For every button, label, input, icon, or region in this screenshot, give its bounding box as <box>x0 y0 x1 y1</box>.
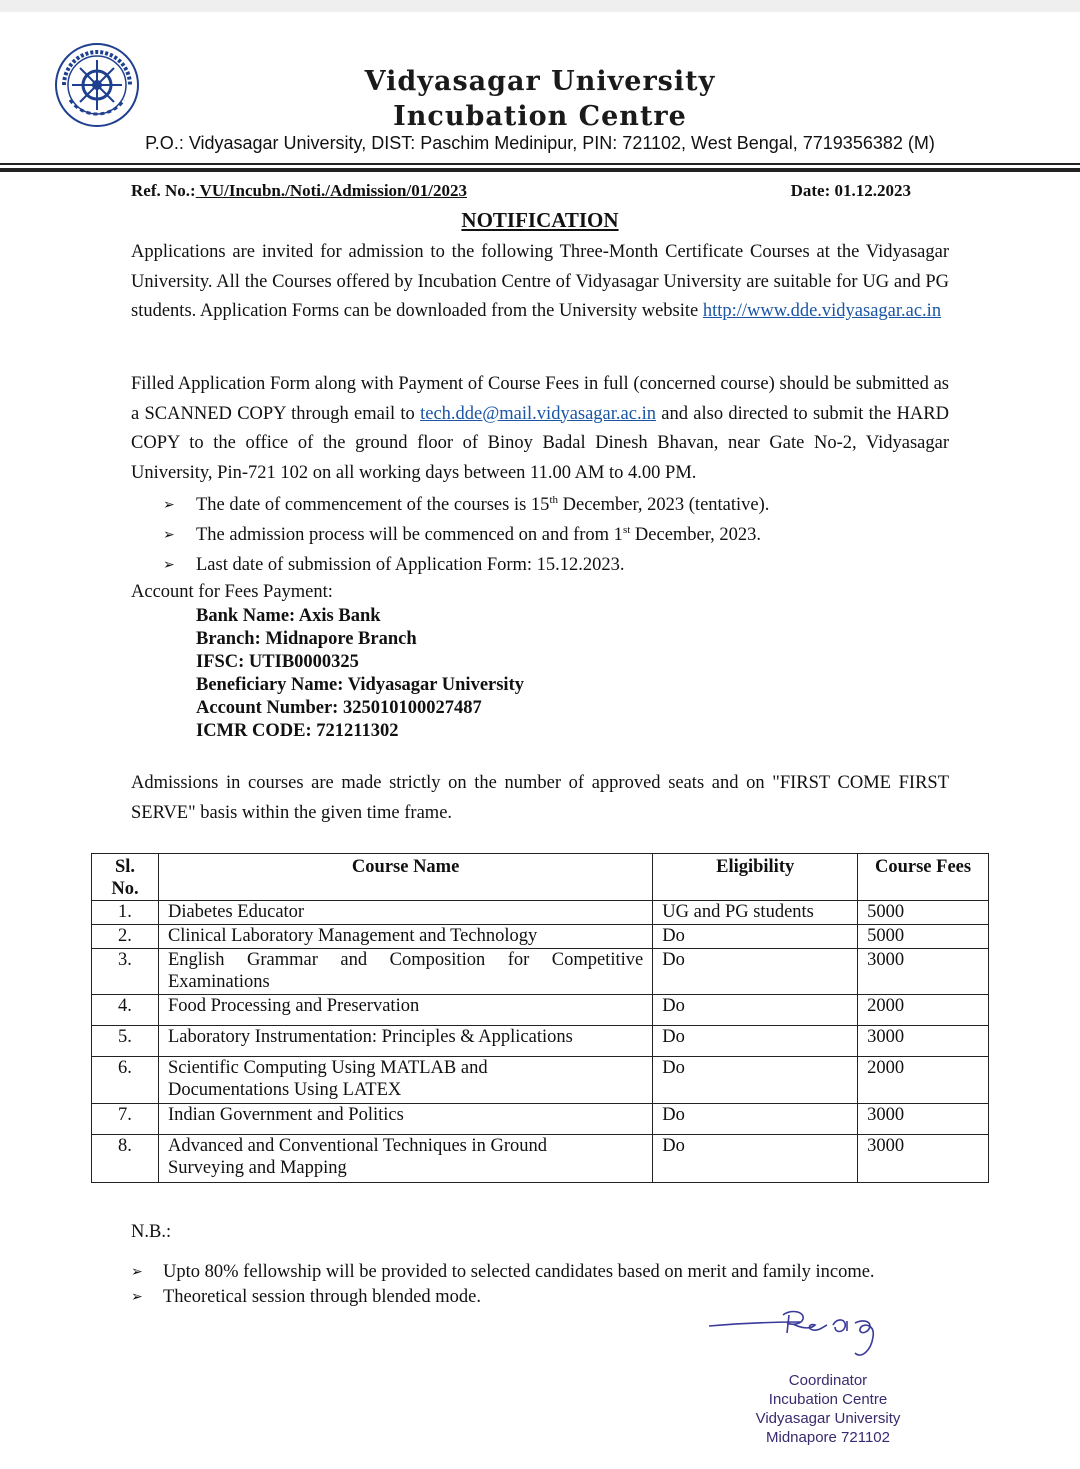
notice-date: Date: 01.12.2023 <box>790 181 911 200</box>
ifsc-code: IFSC: UTIB0000325 <box>196 652 359 672</box>
arrow-bullet-icon: ➢ <box>163 557 175 573</box>
signatory-office: Incubation Centre <box>768 1391 888 1408</box>
header-rule-thick <box>0 168 1080 172</box>
cell-sl: 1. <box>92 901 159 925</box>
reference-number <box>131 181 467 201</box>
handwritten-signature <box>705 1303 925 1363</box>
table-row <box>92 925 989 949</box>
cell-eligibility: Do <box>653 995 858 1026</box>
table-row <box>92 1057 989 1104</box>
intro-text: Applications are invited for admission to the following Three-Month Certificate Courses at the Vidyasagar University. All the Courses offered by Incubation Centre of Vidyasagar University are suitable for UG and PG students. Application Forms can be downloaded from the University website <box>131 242 949 321</box>
cell-eligibility: UG and PG students <box>653 901 858 925</box>
cell-fee: 5000 <box>858 901 989 925</box>
top-band <box>0 0 1080 12</box>
course-line: Advanced and Conventional Techniques in Ground <box>167 1136 548 1156</box>
cell-sl: 5. <box>92 1026 159 1057</box>
header-course-name: Course Name <box>158 854 652 901</box>
submission-text-before: Filled Application Form along with Payment of Course Fees in full (concerned course) should be submitted as a SCANNED COPY through email to <box>131 374 949 424</box>
submission-paragraph <box>131 370 949 488</box>
cell-fee: 2000 <box>858 995 989 1026</box>
cell-sl: 2. <box>92 925 159 949</box>
cell-fee: 2000 <box>858 1057 989 1104</box>
list-item: ➢ Last date of submission of Application Form: 15.12.2023. <box>163 550 963 580</box>
arrow-bullet-icon: ➢ <box>131 1264 143 1280</box>
cell-course: Food Processing and Preservation <box>158 995 652 1026</box>
cell-course <box>158 1057 652 1104</box>
cell-sl: 4. <box>92 995 159 1026</box>
arrow-bullet-icon: ➢ <box>163 497 175 513</box>
email-link[interactable]: tech.dde@mail.vidyasagar.ac.in <box>420 403 656 424</box>
university-name: Vidyasagar University <box>364 66 716 97</box>
cell-course: Clinical Laboratory Management and Technology <box>158 925 652 949</box>
table-row <box>92 1135 989 1183</box>
centre-name: Incubation Centre <box>393 101 687 132</box>
header-rule-thin <box>0 163 1080 165</box>
ref-label: Ref. No.: <box>131 181 196 200</box>
account-details <box>196 605 524 743</box>
cell-fee: 3000 <box>858 949 989 995</box>
intro-paragraph <box>131 238 949 327</box>
cell-sl: 6. <box>92 1057 159 1104</box>
table-header-row <box>92 854 989 901</box>
cell-eligibility: Do <box>653 1026 858 1057</box>
university-logo <box>54 42 140 128</box>
cell-eligibility: Do <box>653 1104 858 1135</box>
notification-title: NOTIFICATION <box>461 208 619 232</box>
signatory-block <box>728 1371 928 1447</box>
submission-text-after: and also directed to submit the HARD COPY to the office of the ground floor of Binoy Badal Dinesh Bhavan, near Gate No-2, Vidyasagar University, Pin-721 102 on all working days between 11.00 AM to 4.00 PM. <box>131 403 949 483</box>
table-row <box>92 949 989 995</box>
cell-fee: 5000 <box>858 925 989 949</box>
table-row <box>92 995 989 1026</box>
list-item: ➢ Theoretical session through blended mode. <box>131 1285 875 1310</box>
arrow-bullet-icon: ➢ <box>163 527 175 543</box>
signatory-title: Coordinator <box>788 1372 868 1389</box>
nb-label: N.B.: <box>131 1222 172 1242</box>
admission-policy-paragraph: Admissions in courses are made strictly on the number of approved seats and on "FIRST COME FIRST SERVE" basis within the given time frame. <box>131 773 949 823</box>
cell-eligibility: Do <box>653 949 858 995</box>
course-line: Documentations Using LATEX <box>167 1080 402 1100</box>
header-sl-no: Sl. No. <box>92 854 159 901</box>
ref-value: VU/Incubn./Noti./Admission/01/2023 <box>195 181 467 200</box>
beneficiary-name: Beneficiary Name: Vidyasagar University <box>196 675 524 695</box>
signatory-location: Midnapore 721102 <box>766 1429 890 1446</box>
account-label: Account for Fees Payment: <box>131 582 333 602</box>
cell-eligibility: Do <box>653 925 858 949</box>
course-line: Scientific Computing Using MATLAB and <box>167 1058 488 1078</box>
branch-name: Branch: Midnapore Branch <box>196 629 417 649</box>
cell-fee: 3000 <box>858 1135 989 1183</box>
list-item: ➢ The admission process will be commenced on and from 1st December, 2023. <box>163 520 963 550</box>
address-line: P.O.: Vidyasagar University, DIST: Paschim Medinipur, PIN: 721102, West Bengal, 7719356382 (M) <box>145 133 935 153</box>
header-eligibility: Eligibility <box>653 854 858 901</box>
cell-course: Indian Government and Politics <box>158 1104 652 1135</box>
cell-course: Diabetes Educator <box>158 901 652 925</box>
cell-course: English Grammar and Composition for Competitive Examinations <box>158 949 652 995</box>
list-item: ➢ Upto 80% fellowship will be provided to selected candidates based on merit and family income. <box>131 1260 875 1285</box>
arrow-bullet-icon: ➢ <box>131 1289 143 1305</box>
signatory-university: Vidyasagar University <box>755 1410 901 1427</box>
table-row <box>92 1026 989 1057</box>
cell-eligibility: Do <box>653 1135 858 1183</box>
courses-table <box>91 853 989 1183</box>
bank-name: Bank Name: Axis Bank <box>196 606 381 626</box>
website-link[interactable]: http://www.dde.vidyasagar.ac.in <box>702 301 942 321</box>
cell-fee: 3000 <box>858 1026 989 1057</box>
table-row <box>92 901 989 925</box>
table-row <box>92 1104 989 1135</box>
cell-sl: 3. <box>92 949 159 995</box>
cell-sl: 7. <box>92 1104 159 1135</box>
list-item: ➢ The date of commencement of the courses is 15th December, 2023 (tentative). <box>163 490 963 520</box>
course-line: Surveying and Mapping <box>167 1158 347 1178</box>
key-dates-list <box>163 490 963 580</box>
cell-sl: 8. <box>92 1135 159 1183</box>
cell-eligibility: Do <box>653 1057 858 1104</box>
header-course-fees: Course Fees <box>858 854 989 901</box>
cell-fee: 3000 <box>858 1104 989 1135</box>
account-number: Account Number: 325010100027487 <box>196 698 482 718</box>
cell-course: Laboratory Instrumentation: Principles & Applications <box>158 1026 652 1057</box>
cell-course <box>158 1135 652 1183</box>
icmr-code: ICMR CODE: 721211302 <box>196 721 399 741</box>
